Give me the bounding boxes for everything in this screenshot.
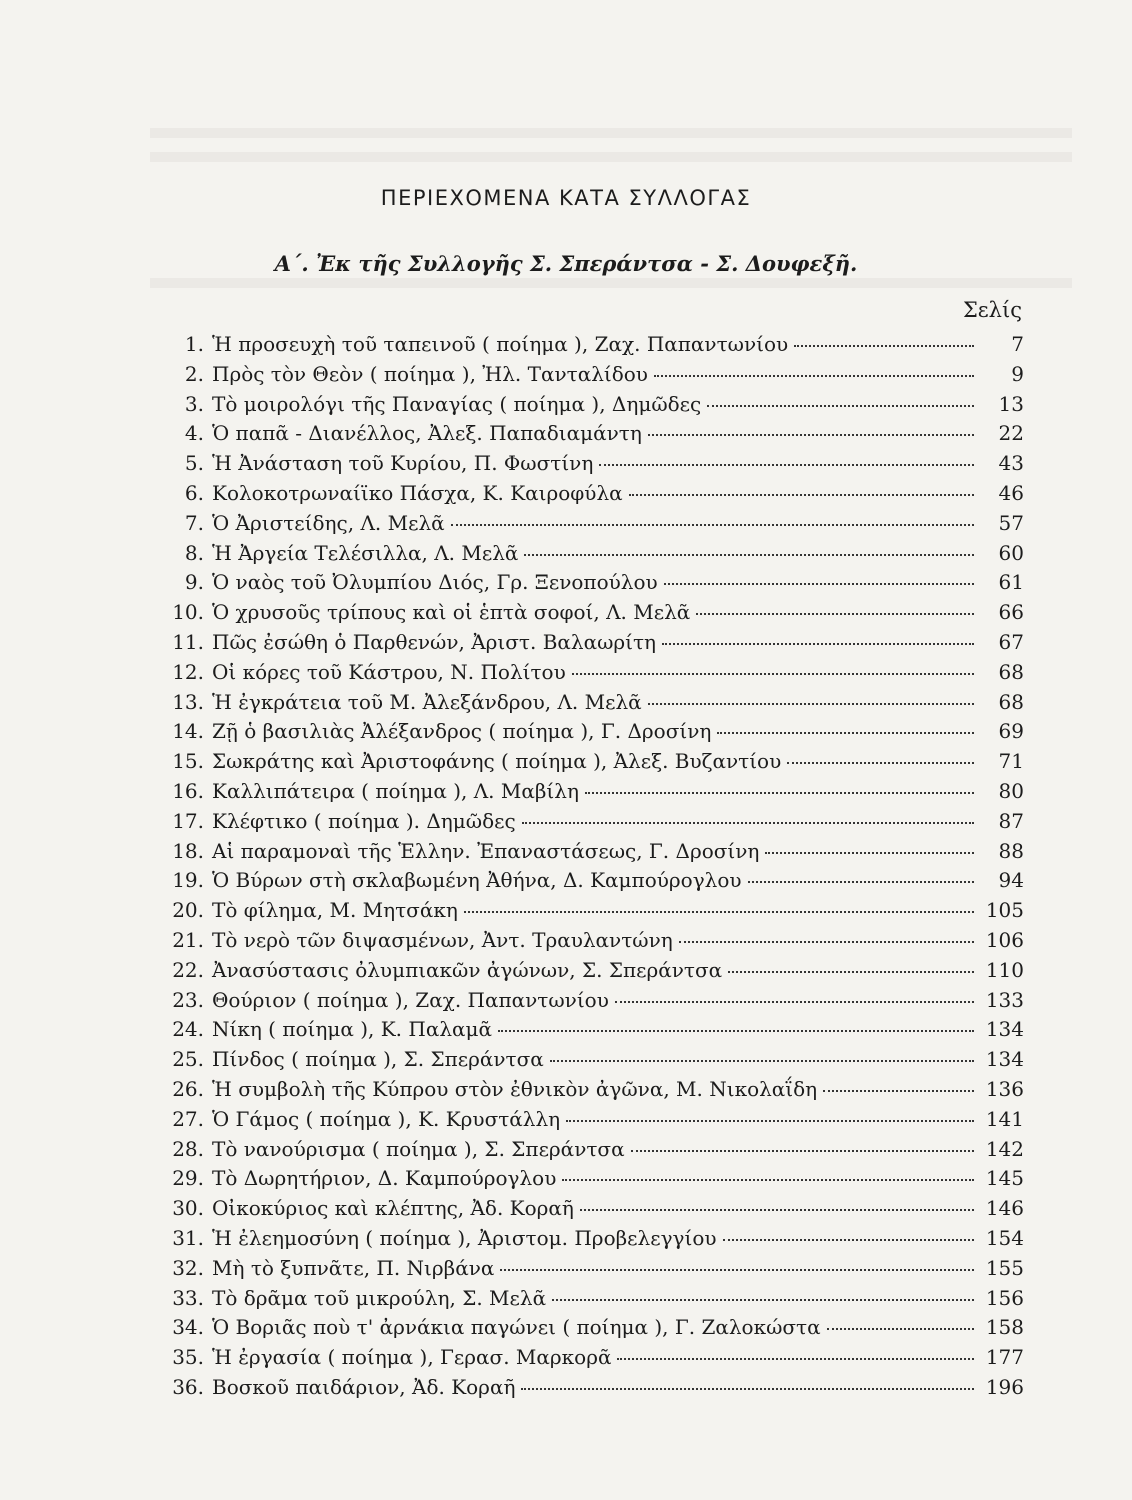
- toc-entry: [148, 1015, 1024, 1045]
- entry-number: 30.: [172, 1196, 204, 1221]
- toc-entry: [148, 866, 1024, 896]
- entry-number: 12.: [172, 659, 204, 684]
- entry-page-number: 13: [998, 391, 1024, 416]
- entry-title: Ἡ προσευχὴ τοῦ ταπεινοῦ ( ποίημα ), Ζαχ. Παπαντωνίου: [212, 332, 789, 356]
- entry-number: 26.: [172, 1076, 204, 1101]
- entry-number: 11.: [172, 629, 204, 654]
- entry-page-number: 43: [998, 451, 1024, 476]
- entry-title: Μὴ τὸ ξυπνᾶτε, Π. Νιρβάνα: [212, 1255, 495, 1280]
- entry-number: 17.: [172, 808, 204, 833]
- entry-number: 24.: [172, 1017, 204, 1042]
- toc-entry: [148, 419, 1024, 449]
- entry-number: 27.: [172, 1106, 204, 1131]
- entry-title: Τὸ μοιρολόγι τῆς Παναγίας ( ποίημα ), Δημῶδες: [212, 391, 702, 416]
- entry-number: 9.: [184, 570, 204, 595]
- leader-dots: [823, 1090, 974, 1092]
- entry-title: Ἡ συμβολὴ τῆς Κύπρου στὸν ἐθνικὸν ἀγῶνα, Μ. Νικολαΐδη: [212, 1076, 818, 1101]
- page-title: ΠΕΡΙΕΧΟΜΕΝΑ ΚΑΤΑ ΣΥΛΛΟΓΑΣ: [380, 186, 752, 211]
- leader-dots: [498, 1030, 974, 1032]
- toc-entry: [148, 747, 1024, 777]
- entry-page-number: 7: [1011, 332, 1024, 356]
- leader-dots: [723, 1239, 974, 1241]
- entry-page-number: 142: [985, 1136, 1024, 1161]
- toc-entry: [148, 896, 1024, 926]
- leader-dots: [615, 1001, 974, 1003]
- entry-page-number: 106: [985, 927, 1024, 952]
- entry-title: Πίνδος ( ποίημα ), Σ. Σπεράντσα: [212, 1047, 544, 1072]
- toc-entry: [148, 509, 1024, 539]
- toc-entry: [148, 717, 1024, 747]
- toc-entry: [148, 807, 1024, 837]
- toc-entry: [148, 1164, 1024, 1194]
- entry-title: Ὁ Γάμος ( ποίημα ), Κ. Κρυστάλλη: [212, 1106, 561, 1131]
- entry-title: Τὸ Δωρητήριον, Δ. Καμπούρογλου: [212, 1166, 557, 1191]
- entry-page-number: 80: [998, 778, 1024, 803]
- entry-page-number: 145: [985, 1166, 1024, 1191]
- leader-dots: [631, 1150, 974, 1152]
- leader-dots: [827, 1328, 974, 1330]
- entry-number: 5.: [184, 451, 204, 476]
- leader-dots: [648, 703, 974, 705]
- entry-number: 15.: [172, 749, 204, 774]
- entry-page-number: 61: [998, 570, 1024, 595]
- toc-entry: [148, 1373, 1024, 1403]
- leader-dots: [679, 941, 974, 943]
- toc-entry: [148, 598, 1024, 628]
- leader-dots: [787, 762, 974, 764]
- entry-number: 8.: [184, 540, 204, 565]
- leader-dots: [765, 852, 974, 854]
- leader-dots: [617, 1358, 974, 1360]
- entry-title: Τὸ δρᾶμα τοῦ μικρούλη, Σ. Μελᾶ: [212, 1285, 547, 1310]
- bleed-through-line: [150, 278, 1072, 288]
- leader-dots: [550, 1060, 974, 1062]
- leader-dots: [794, 345, 974, 347]
- entry-number: 7.: [184, 510, 204, 535]
- leader-dots: [562, 1179, 974, 1181]
- entry-page-number: 57: [998, 510, 1024, 535]
- entry-page-number: 155: [985, 1255, 1024, 1280]
- entry-page-number: 134: [985, 1017, 1024, 1042]
- entry-title: Κλέφτικο ( ποίημα ). Δημῶδες: [212, 808, 516, 833]
- entry-page-number: 71: [998, 749, 1024, 774]
- entry-number: 31.: [172, 1225, 204, 1250]
- leader-dots: [566, 1120, 974, 1122]
- entry-page-number: 177: [985, 1345, 1024, 1370]
- entry-title: Ὁ χρυσοῦς τρίπους καὶ οἱ ἑπτὰ σοφοί, Λ. Μελᾶ: [212, 600, 691, 625]
- entry-page-number: 46: [998, 480, 1024, 505]
- leader-dots: [552, 1299, 974, 1301]
- entry-number: 33.: [172, 1285, 204, 1310]
- leader-dots: [648, 434, 974, 436]
- entry-title: Ἡ Ἀργεία Τελέσιλλα, Λ. Μελᾶ: [212, 540, 519, 565]
- entry-title: Ὁ Βύρων στὴ σκλαβωμένη Ἀθήνα, Δ. Καμπούρογλου: [212, 868, 742, 893]
- entry-page-number: 88: [998, 838, 1024, 863]
- entry-number: 10.: [172, 600, 204, 625]
- entry-page-number: 68: [998, 689, 1024, 714]
- toc-entry: [148, 1194, 1024, 1224]
- toc-entry: [148, 539, 1024, 569]
- entry-title: Αἱ παραμοναὶ τῆς Ἑλλην. Ἐπαναστάσεως, Γ. Δροσίνη: [212, 838, 760, 863]
- entry-title: Ὁ Ἀριστείδης, Λ. Μελᾶ: [212, 510, 445, 535]
- leader-dots: [585, 792, 974, 794]
- toc-entry: [148, 1313, 1024, 1343]
- entry-number: 6.: [184, 480, 204, 505]
- toc-entry: [148, 390, 1024, 420]
- entry-number: 35.: [172, 1345, 204, 1370]
- leader-dots: [524, 554, 974, 556]
- toc-entry: [148, 360, 1024, 390]
- entry-title: Ζῇ ὁ βασιλιὰς Ἀλέξανδρος ( ποίημα ), Γ. Δροσίνη: [212, 719, 712, 744]
- entry-number: 3.: [184, 391, 204, 416]
- entry-title: Τὸ φίλημα, Μ. Μητσάκη: [212, 898, 458, 923]
- entry-page-number: 69: [998, 719, 1024, 744]
- entry-title: Νίκη ( ποίημα ), Κ. Παλαμᾶ: [212, 1017, 493, 1042]
- entry-page-number: 9: [1011, 361, 1024, 386]
- entry-number: 20.: [172, 898, 204, 923]
- entry-title: Οἰκοκύριος καὶ κλέπτης, Ἀδ. Κοραῆ: [212, 1196, 574, 1221]
- entry-number: 14.: [172, 719, 204, 744]
- entry-number: 16.: [172, 778, 204, 803]
- entry-page-number: 158: [985, 1315, 1024, 1340]
- entry-page-number: 156: [985, 1285, 1024, 1310]
- leader-dots: [654, 375, 974, 377]
- toc-entry: [148, 449, 1024, 479]
- entry-number: 4.: [184, 421, 204, 446]
- entry-title: Ἀνασύστασις ὀλυμπιακῶν ἀγώνων, Σ. Σπεράντσα: [212, 957, 723, 982]
- entry-page-number: 60: [998, 540, 1024, 565]
- toc-entry: [148, 1254, 1024, 1284]
- entry-page-number: 141: [985, 1106, 1024, 1131]
- entry-number: 2.: [184, 361, 204, 386]
- toc-entry: [148, 1284, 1024, 1314]
- entry-page-number: 110: [985, 957, 1024, 982]
- entry-title: Ἡ ἐλεημοσύνη ( ποίημα ), Ἀριστομ. Προβελεγγίου: [212, 1225, 717, 1250]
- collection-subtitle: Α΄. Ἐκ τῆς Συλλογῆς Σ. Σπεράντσα - Σ. Δουφεξῆ.: [274, 251, 858, 277]
- toc-entry: [148, 837, 1024, 867]
- leader-dots: [572, 673, 974, 675]
- page-column-label: Σελίς: [962, 298, 1022, 322]
- entry-title: Ὁ Βοριᾶς ποὺ τ' ἀρνάκια παγώνει ( ποίημα ), Γ. Ζαλοκώστα: [212, 1315, 821, 1340]
- toc-entry: [148, 330, 1024, 360]
- leader-dots: [717, 732, 974, 734]
- bleed-through-line: [150, 152, 1072, 162]
- entry-page-number: 105: [985, 898, 1024, 923]
- entry-page-number: 22: [998, 421, 1024, 446]
- entry-number: 18.: [172, 838, 204, 863]
- entry-number: 34.: [172, 1315, 204, 1340]
- entry-number: 29.: [172, 1166, 204, 1191]
- entry-number: 28.: [172, 1136, 204, 1161]
- leader-dots: [599, 464, 974, 466]
- entry-page-number: 196: [985, 1374, 1024, 1399]
- entry-title: Πῶς ἐσώθη ὁ Παρθενών, Ἀριστ. Βαλαωρίτη: [212, 629, 657, 654]
- entry-number: 25.: [172, 1047, 204, 1072]
- entry-title: Οἱ κόρες τοῦ Κάστρου, Ν. Πολίτου: [212, 659, 566, 684]
- entry-page-number: 68: [998, 659, 1024, 684]
- toc-entry: [148, 1045, 1024, 1075]
- entry-page-number: 87: [998, 808, 1024, 833]
- leader-dots: [464, 911, 974, 913]
- entry-number: 32.: [172, 1255, 204, 1280]
- entry-page-number: 134: [985, 1047, 1024, 1072]
- toc-entry: [148, 568, 1024, 598]
- toc-entry: [148, 777, 1024, 807]
- bleed-through-line: [150, 128, 1072, 138]
- entry-title: Σωκράτης καὶ Ἀριστοφάνης ( ποίημα ), Ἀλεξ. Βυζαντίου: [212, 749, 782, 774]
- leader-dots: [522, 822, 974, 824]
- toc-entry: [148, 1224, 1024, 1254]
- leader-dots: [696, 613, 974, 615]
- entry-title: Κολοκοτρωναίϊκο Πάσχα, Κ. Καιροφύλα: [212, 480, 623, 505]
- entry-number: 36.: [172, 1374, 204, 1399]
- entry-number: 19.: [172, 868, 204, 893]
- toc-entry: [148, 926, 1024, 956]
- entry-page-number: 67: [998, 629, 1024, 654]
- entry-number: 22.: [172, 957, 204, 982]
- leader-dots: [748, 881, 974, 883]
- leader-dots: [728, 971, 974, 973]
- entry-title: Ἡ ἐγκράτεια τοῦ Μ. Ἀλεξάνδρου, Λ. Μελᾶ: [212, 689, 642, 714]
- leader-dots: [521, 1388, 974, 1390]
- entry-title: Καλλιπάτειρα ( ποίημα ), Λ. Μαβίλη: [212, 778, 579, 803]
- leader-dots: [500, 1269, 974, 1271]
- leader-dots: [707, 405, 974, 407]
- toc-entry: [148, 479, 1024, 509]
- toc-entry: [148, 628, 1024, 658]
- entry-title: Τὸ νανούρισμα ( ποίημα ), Σ. Σπεράντσα: [212, 1136, 625, 1161]
- leader-dots: [629, 494, 974, 496]
- entry-page-number: 136: [985, 1076, 1024, 1101]
- entry-title: Θούριον ( ποίημα ), Ζαχ. Παπαντωνίου: [212, 987, 609, 1012]
- leader-dots: [664, 583, 974, 585]
- entry-page-number: 146: [985, 1196, 1024, 1221]
- toc-entry: [148, 1075, 1024, 1105]
- entry-title: Ὁ παπᾶ - Διανέλλος, Ἀλεξ. Παπαδιαμάντη: [212, 421, 642, 446]
- entry-title: Τὸ νερὸ τῶν διψασμένων, Ἀντ. Τραυλαντώνη: [212, 927, 673, 952]
- toc-entry: [148, 1135, 1024, 1165]
- leader-dots: [451, 524, 974, 526]
- toc-entry: [148, 956, 1024, 986]
- toc-entry: [148, 658, 1024, 688]
- entry-number: 13.: [172, 689, 204, 714]
- entry-title: Πρὸς τὸν Θεὸν ( ποίημα ), Ἠλ. Τανταλίδου: [212, 361, 648, 386]
- entry-title: Βοσκοῦ παιδάριον, Ἀδ. Κοραῆ: [212, 1374, 516, 1399]
- table-of-contents: [148, 330, 1024, 1403]
- toc-entry: [148, 1343, 1024, 1373]
- toc-entry: [148, 688, 1024, 718]
- entry-page-number: 94: [998, 868, 1024, 893]
- leader-dots: [580, 1209, 974, 1211]
- toc-entry: [148, 1105, 1024, 1135]
- entry-title: Ἡ ἐργασία ( ποίημα ), Γερασ. Μαρκορᾶ: [212, 1345, 612, 1370]
- entry-page-number: 154: [985, 1225, 1024, 1250]
- entry-number: 21.: [172, 927, 204, 952]
- entry-number: 23.: [172, 987, 204, 1012]
- entry-title: Ὁ ναὸς τοῦ Ὀλυμπίου Διός, Γρ. Ξενοπούλου: [212, 570, 658, 595]
- entry-page-number: 66: [998, 600, 1024, 625]
- entry-title: Ἡ Ἀνάσταση τοῦ Κυρίου, Π. Φωστίνη: [212, 451, 594, 476]
- entry-page-number: 133: [985, 987, 1024, 1012]
- leader-dots: [662, 643, 974, 645]
- toc-entry: [148, 986, 1024, 1016]
- entry-number: 1.: [184, 332, 204, 356]
